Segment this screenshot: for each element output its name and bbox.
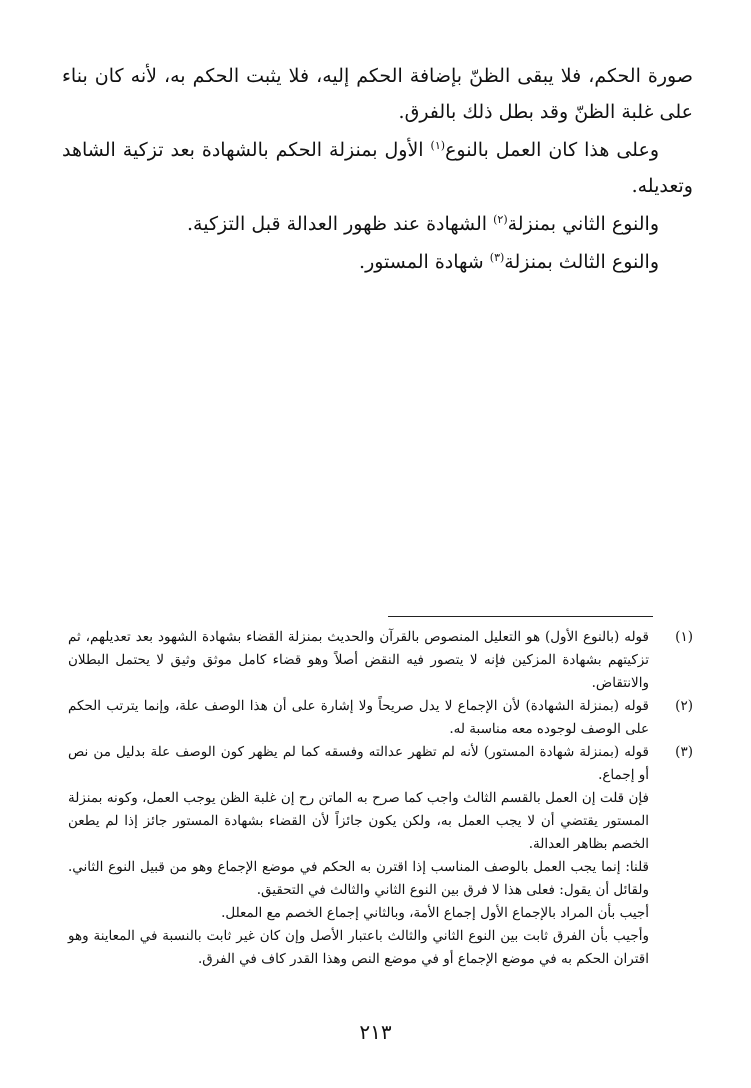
footnote-2 [68, 695, 693, 741]
paragraph-text: شهادة المستور. [359, 251, 490, 273]
footnote-text: قوله (بالنوع الأول) هو التعليل المنصوص بالقرآن والحديث بمنزلة القضاء بشهادة الشهود بعد تعديلهم، ثم تزكيتهم بشهادة المزكين فإنه لا يتصور فيه النقض أصلاً وهو قضاء كامل موثق وثيق لا يحتمل البطلان والانتقاض. [68, 629, 649, 691]
footnote-3 [68, 741, 693, 971]
footnote-ref-2[interactable]: (٢) [493, 213, 508, 226]
main-paragraph-4 [62, 244, 693, 280]
paragraph-text: وعلى هذا كان العمل بالنوع [445, 139, 659, 161]
footnotes [68, 626, 693, 971]
footnote-text: قوله (بمنزلة شهادة المستور) لأنه لم تظهر عدالته وفسقه كما لم يظهر كون الوصف علة بدليل من نص أو إجماع. [68, 744, 649, 783]
footnote-number: (٣) [675, 744, 693, 760]
paragraph-text: والنوع الثالث بمنزلة [504, 251, 659, 273]
footnote-continuation: وأجيب بأن الفرق ثابت بين النوع الثاني والثالث باعتبار الأصل وإن كان غير ثابت بالنسبة في المعاينة وهو اقتران الحكم به في موضع الإجماع أو في موضع النص وهذا القدر كاف في الفرق. [68, 928, 649, 967]
paragraph-text: الشهادة عند ظهور العدالة قبل التزكية. [187, 213, 494, 235]
main-text [62, 58, 693, 280]
footnote-number: (٢) [675, 698, 693, 714]
paragraph-text: صورة الحكم، فلا يبقى الظنّ بإضافة الحكم إليه، فلا يثبت الحكم به، لأنه كان بناء على غلبة الظنّ وقد بطل ذلك بالفرق. [62, 65, 693, 123]
paragraph-text: والنوع الثاني بمنزلة [507, 213, 659, 235]
footnote-body [68, 741, 649, 971]
main-paragraph-3 [62, 206, 693, 242]
footnote-continuation: قلنا: إنما يجب العمل بالوصف المناسب إذا اقترن به الحكم في موضع الإجماع وهو من قبيل النوع الثاني. ولقائل أن يقول: فعلى هذا لا فرق بين النوع الثاني والثالث في التحقيق. [68, 859, 649, 898]
main-paragraph-2 [62, 132, 693, 204]
footnote-ref-1[interactable]: (١) [430, 139, 446, 152]
footnote-number: (١) [675, 629, 693, 645]
footnote-continuation: أجيب بأن المراد بالإجماع الأول إجماع الأمة، وبالثاني إجماع الخصم مع المعلل. [221, 905, 649, 921]
paragraph-text: الأول بمنزلة الحكم بالشهادة بعد تزكية الشاهد وتعديله. [62, 139, 693, 197]
footnote-text: قوله (بمنزلة الشهادة) لأن الإجماع لا يدل صريحاً ولا إشارة على أن هذا الوصف علة، وإنما يترتب الحكم على الوصف لوجوده معه مناسبة له. [68, 698, 649, 737]
footnote-1 [68, 626, 693, 695]
footnote-continuation: فإن قلت إن العمل بالقسم الثالث واجب كما صرح به الماتن رح إن غلبة الظن يوجب العمل، وكونه بمنزلة المستور يقتضي أن لا يجب العمل به، ولكن يكون جائزاً لأن القضاء بشهادة المستور جائز إذا لم يطعن الخصم بظاهر العدالة. [68, 790, 649, 852]
page-number: ٢١٣ [359, 1020, 392, 1044]
main-paragraph-1 [62, 58, 693, 130]
footnote-separator [388, 616, 653, 617]
footnote-ref-3[interactable]: (٣) [489, 251, 505, 264]
